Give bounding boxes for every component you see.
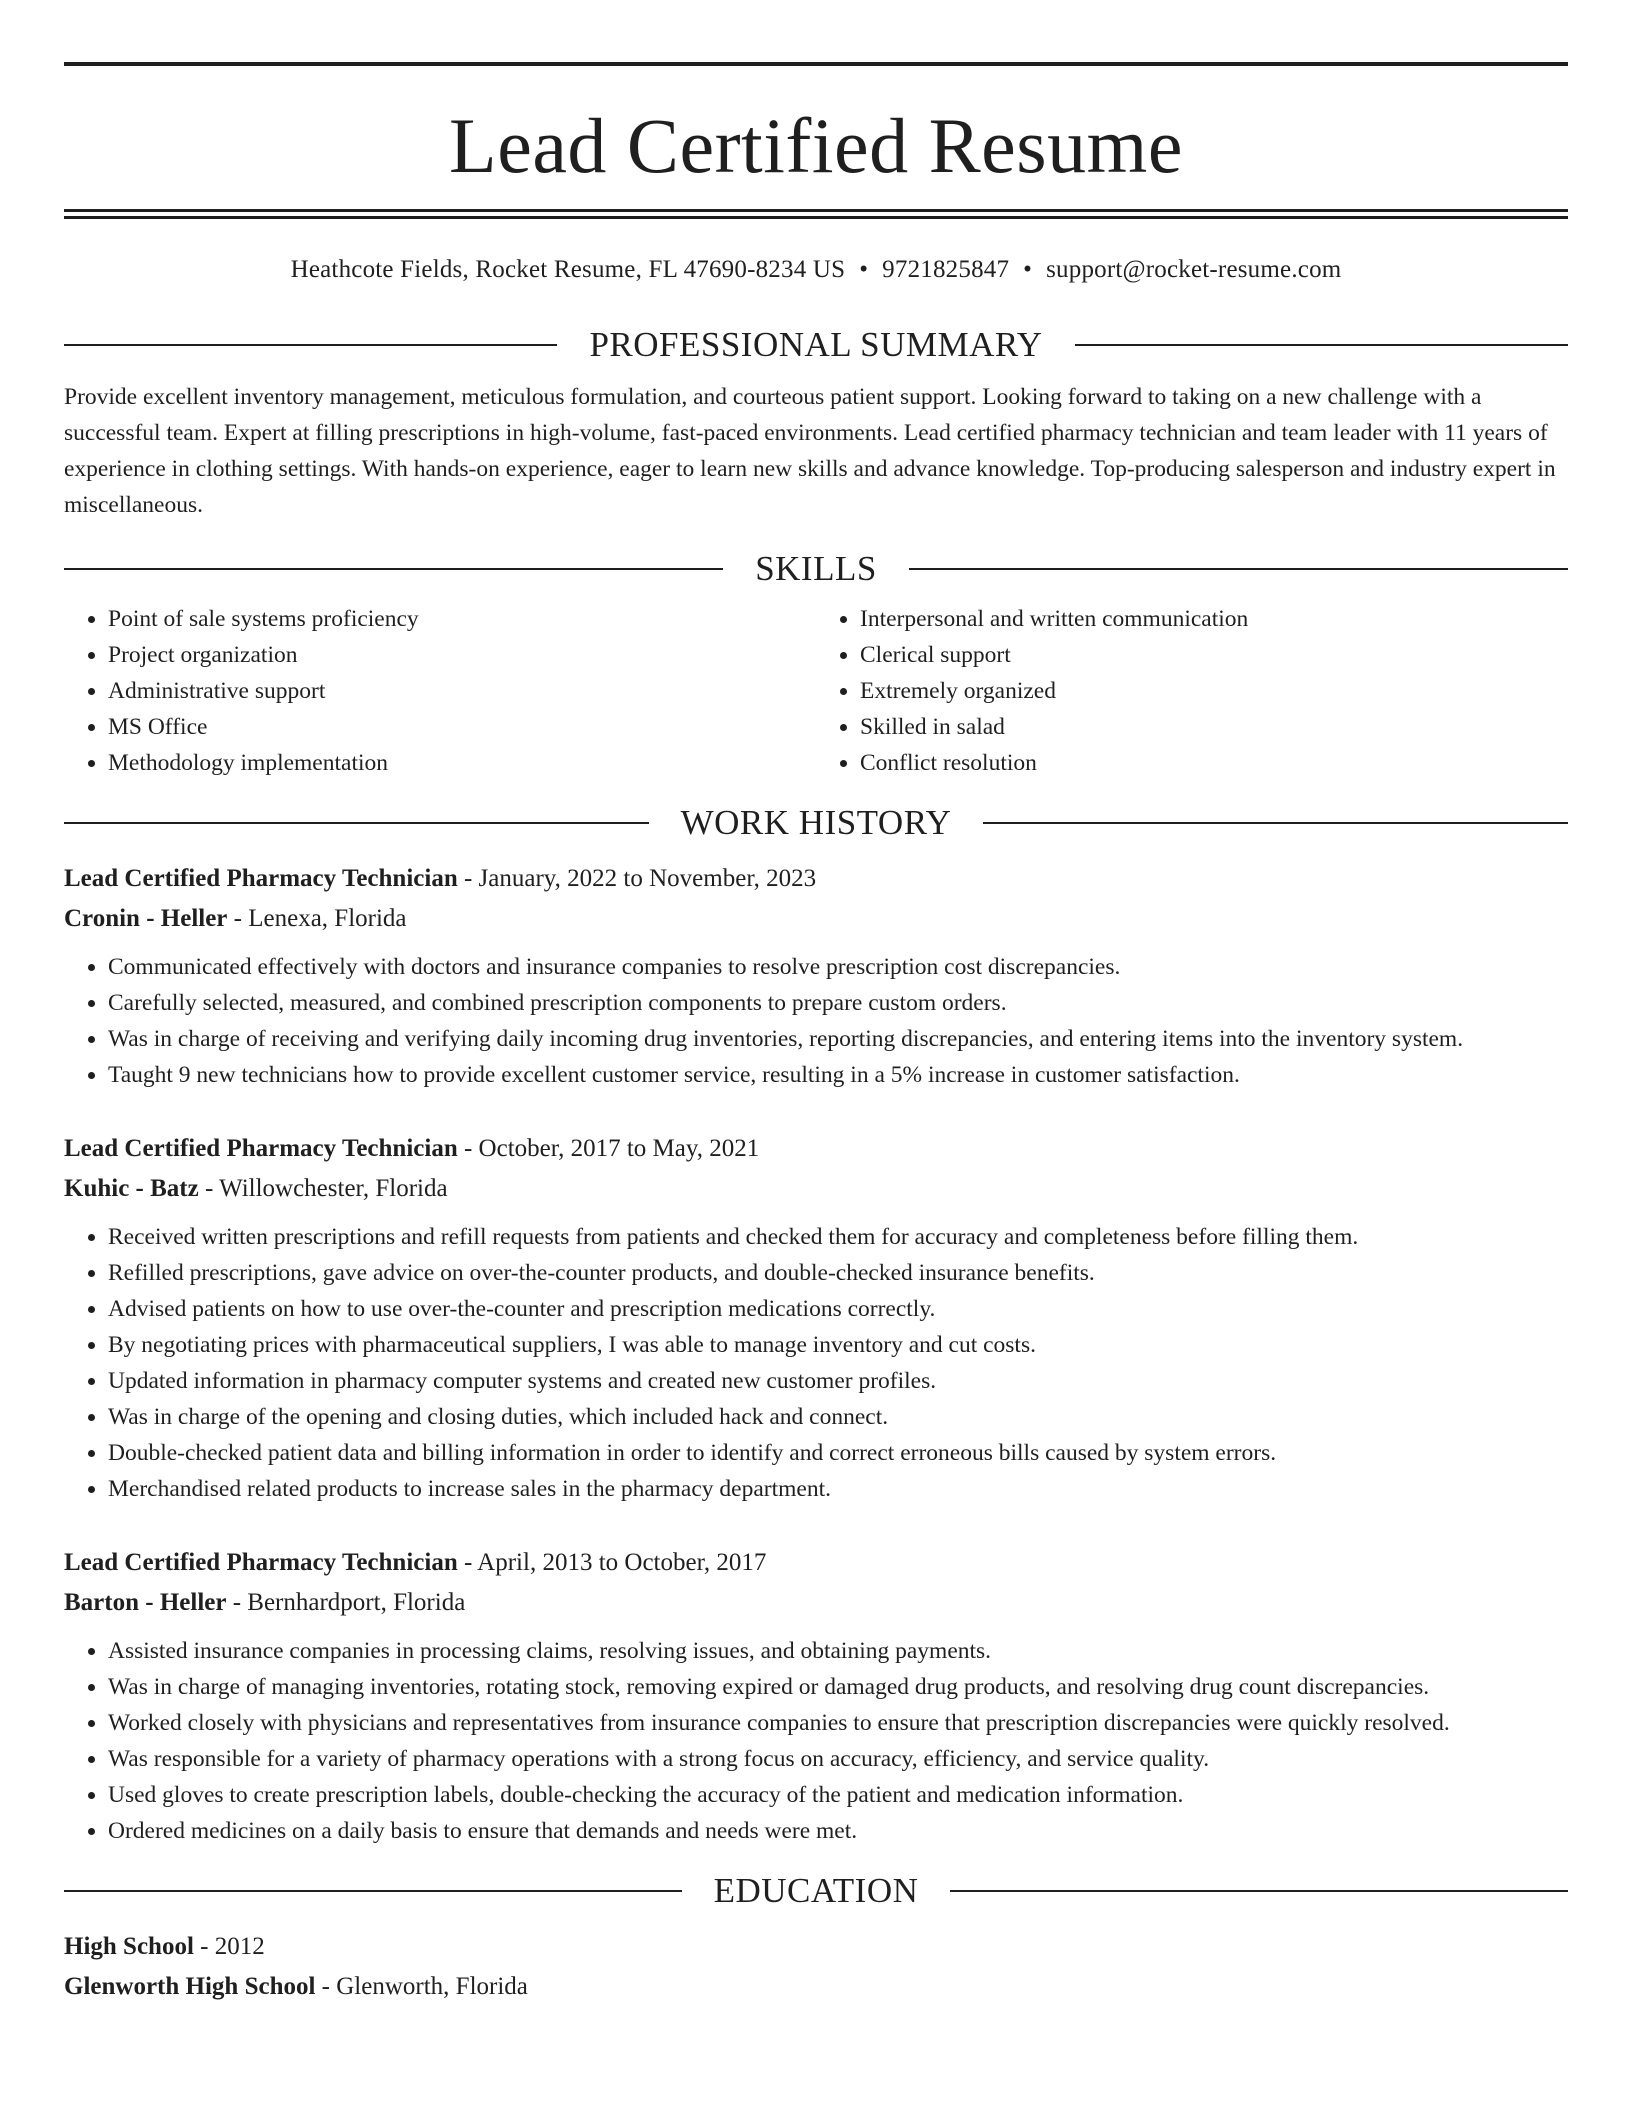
job-company: Barton - Heller bbox=[64, 1589, 227, 1616]
skills-right-list bbox=[816, 601, 1568, 781]
job-bullet: • Ordered medicines on a daily basis to ensure that demands and needs were met. bbox=[108, 1813, 1568, 1849]
divider-line bbox=[909, 568, 1568, 570]
contact-separator: • bbox=[1023, 256, 1033, 283]
skill-item: • Administrative support bbox=[108, 673, 816, 709]
education-degree: High School bbox=[64, 1933, 194, 1960]
skill-item: • Point of sale systems proficiency bbox=[108, 601, 816, 637]
divider-line bbox=[950, 1890, 1568, 1892]
work-heading bbox=[64, 801, 1568, 845]
section-title: SKILLS bbox=[755, 549, 877, 588]
education-degree-line bbox=[64, 1927, 1568, 1967]
job-bullets bbox=[64, 949, 1568, 1093]
job-location: - Willowchester, Florida bbox=[204, 1175, 448, 1202]
job-bullet: • Updated information in pharmacy computer systems and created new customer profiles. bbox=[108, 1363, 1568, 1399]
job-bullet: • Used gloves to create prescription labels, double-checking the accuracy of the patient and medication information. bbox=[108, 1777, 1568, 1813]
job-title: Lead Certified Pharmacy Technician bbox=[64, 1549, 458, 1576]
top-rule bbox=[64, 62, 1568, 66]
job-title-line bbox=[64, 1543, 1568, 1583]
section-title: WORK HISTORY bbox=[680, 803, 952, 842]
job-bullet: • Was in charge of receiving and verifying daily incoming drug inventories, reporting discrepancies, and entering items into the inventory system. bbox=[108, 1021, 1568, 1057]
divider-line bbox=[64, 568, 723, 570]
contact-separator: • bbox=[859, 256, 869, 283]
job-bullet: • Refilled prescriptions, gave advice on over-the-counter products, and double-checked insurance benefits. bbox=[108, 1255, 1568, 1291]
job-title: Lead Certified Pharmacy Technician bbox=[64, 1135, 458, 1162]
skill-item: • Project organization bbox=[108, 637, 816, 673]
contact-email: support@rocket-resume.com bbox=[1046, 256, 1342, 283]
job-company-line bbox=[64, 1169, 1568, 1209]
job-company: Kuhic - Batz bbox=[64, 1175, 199, 1202]
job-bullet: • Was in charge of the opening and closing duties, which included hack and connect. bbox=[108, 1399, 1568, 1435]
job-title-line bbox=[64, 859, 1568, 899]
job-dates: - January, 2022 to November, 2023 bbox=[463, 865, 817, 892]
contact-line bbox=[64, 253, 1568, 287]
job-company-line bbox=[64, 899, 1568, 939]
skill-item: • MS Office bbox=[108, 709, 816, 745]
job-bullet: • Carefully selected, measured, and combined prescription components to prepare custom orders. bbox=[108, 985, 1568, 1021]
skills-columns bbox=[64, 601, 1568, 781]
job-bullet: • Communicated effectively with doctors and insurance companies to resolve prescription cost discrepancies. bbox=[108, 949, 1568, 985]
contact-address: Heathcote Fields, Rocket Resume, FL 47690-8234 US bbox=[290, 256, 846, 283]
education-school: Glenworth High School bbox=[64, 1973, 316, 2000]
education-heading bbox=[64, 1869, 1568, 1913]
skill-item: • Conflict resolution bbox=[860, 745, 1568, 781]
skills-heading bbox=[64, 547, 1568, 591]
job-bullet: • Worked closely with physicians and representatives from insurance companies to ensure that prescription discrepancies were quickly resolved. bbox=[108, 1705, 1568, 1741]
resume-name: Lead Certified Resume bbox=[449, 102, 1183, 189]
skill-item: • Skilled in salad bbox=[860, 709, 1568, 745]
skill-item: • Methodology implementation bbox=[108, 745, 816, 781]
job-bullet: • By negotiating prices with pharmaceutical suppliers, I was able to manage inventory and cut costs. bbox=[108, 1327, 1568, 1363]
divider-line bbox=[64, 344, 557, 346]
job-entry bbox=[64, 1129, 1568, 1507]
skill-item: • Extremely organized bbox=[860, 673, 1568, 709]
section-title: EDUCATION bbox=[713, 1871, 919, 1910]
job-location: - Lenexa, Florida bbox=[233, 905, 407, 932]
divider-line bbox=[983, 822, 1568, 824]
job-dates: - April, 2013 to October, 2017 bbox=[463, 1549, 767, 1576]
job-bullet: • Advised patients on how to use over-the-counter and prescription medications correctly. bbox=[108, 1291, 1568, 1327]
contact-phone: 9721825847 bbox=[882, 256, 1010, 283]
job-bullet: • Taught 9 new technicians how to provide excellent customer service, resulting in a 5% increase in customer satisfaction. bbox=[108, 1057, 1568, 1093]
education-location: - Glenworth, Florida bbox=[321, 1973, 528, 2000]
job-location: - Bernhardport, Florida bbox=[232, 1589, 466, 1616]
job-dates: - October, 2017 to May, 2021 bbox=[463, 1135, 760, 1162]
job-company: Cronin - Heller bbox=[64, 905, 228, 932]
job-bullet: • Received written prescriptions and refill requests from patients and checked them for accuracy and completeness before filling them. bbox=[108, 1219, 1568, 1255]
education-school-line bbox=[64, 1967, 1568, 2007]
job-bullet: • Double-checked patient data and billing information in order to identify and correct erroneous bills caused by system errors. bbox=[108, 1435, 1568, 1471]
job-company-line bbox=[64, 1583, 1568, 1623]
name-double-rule bbox=[64, 209, 1568, 219]
job-bullet: • Assisted insurance companies in processing claims, resolving issues, and obtaining payments. bbox=[108, 1633, 1568, 1669]
skills-left-list bbox=[64, 601, 816, 781]
job-title: Lead Certified Pharmacy Technician bbox=[64, 865, 458, 892]
resume-page bbox=[64, 62, 1568, 2007]
education-entry bbox=[64, 1927, 1568, 2007]
job-bullets bbox=[64, 1219, 1568, 1507]
job-bullet: • Merchandised related products to increase sales in the pharmacy department. bbox=[108, 1471, 1568, 1507]
job-bullet: • Was in charge of managing inventories, rotating stock, removing expired or damaged drug products, and resolving drug count discrepancies. bbox=[108, 1669, 1568, 1705]
divider-line bbox=[1075, 344, 1568, 346]
education-year: - 2012 bbox=[200, 1933, 265, 1960]
job-entry bbox=[64, 859, 1568, 1093]
divider-line bbox=[64, 822, 649, 824]
job-entry bbox=[64, 1543, 1568, 1849]
job-bullets bbox=[64, 1633, 1568, 1849]
skill-item: • Interpersonal and written communication bbox=[860, 601, 1568, 637]
divider-line bbox=[64, 1890, 682, 1892]
skill-item: • Clerical support bbox=[860, 637, 1568, 673]
job-bullet: • Was responsible for a variety of pharmacy operations with a strong focus on accuracy, efficiency, and service quality. bbox=[108, 1741, 1568, 1777]
job-title-line bbox=[64, 1129, 1568, 1169]
section-title: PROFESSIONAL SUMMARY bbox=[589, 325, 1043, 364]
summary-heading bbox=[64, 323, 1568, 367]
summary-text: Provide excellent inventory management, meticulous formulation, and courteous patient support. Looking forward to taking on a new challenge with a successful team. Expert at filling prescriptions in high-volume, fast-paced environments. Lead certified pharmacy technician and team leader with 11 years of experience in clothing settings. With hands-on experience, eager to learn new skills and advance knowledge. Top-producing salesperson and industry expert in miscellaneous. bbox=[64, 384, 1556, 518]
